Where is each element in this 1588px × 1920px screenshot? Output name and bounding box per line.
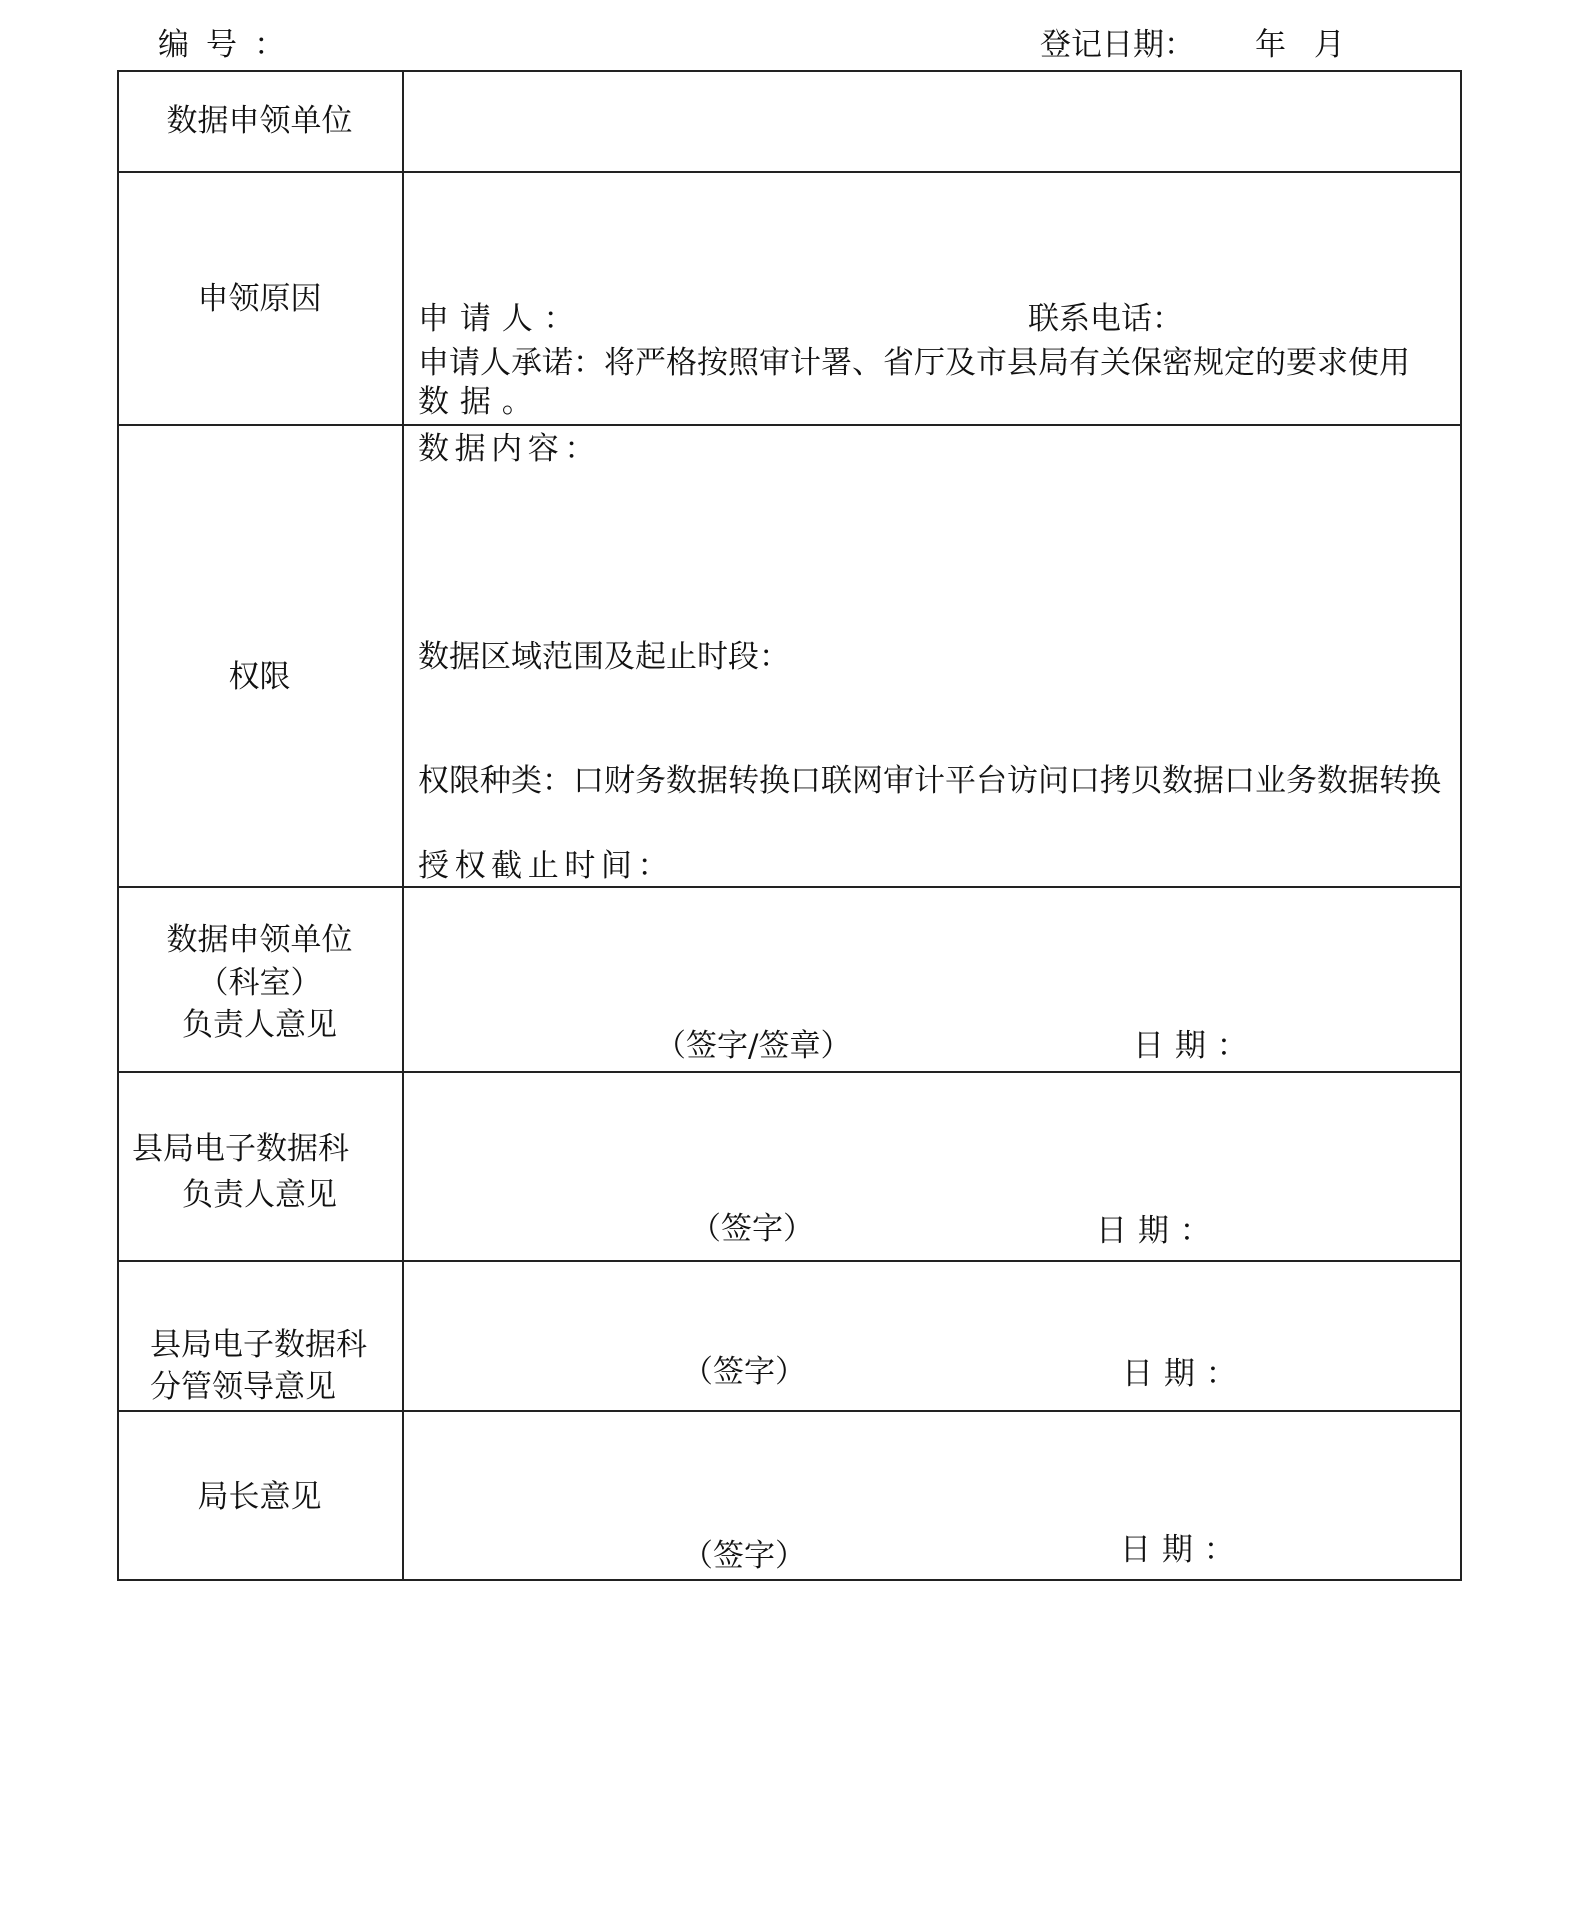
dept-head-sign-label: （签字） (690, 1211, 814, 1247)
row-divider-5 (117, 1260, 1462, 1262)
row-divider-3 (117, 886, 1462, 888)
pledge-text-line1: 申请人承诺：将严格按照审计署、省厅及市县局有关保密规定的要求使用 (418, 345, 1410, 381)
registration-date-label: 登记日期： (1040, 27, 1195, 63)
option-financial-data-conversion[interactable]: 口财务数据转换 (573, 763, 790, 799)
director-sign-label: （签字） (682, 1538, 806, 1574)
dept-head-label-line1: 县局电子数据科 (132, 1131, 349, 1167)
dept-leader-date-label: 日期： (1122, 1356, 1248, 1392)
row-divider-2 (117, 424, 1462, 426)
unit-label: 数据申领单位 (166, 103, 353, 139)
unit-head-label-line2: （科室） (197, 965, 322, 1001)
unit-head-label-line3: 负责人意见 (182, 1007, 337, 1043)
dept-leader-sign-label: （签字） (682, 1354, 806, 1390)
unit-head-sign-label: （签字/签章） (655, 1028, 852, 1064)
option-network-audit-platform-access[interactable]: 口联网审计平台访问 (790, 763, 1069, 799)
permission-type-row (418, 762, 1441, 800)
dept-head-label-line2: 负责人意见 (182, 1177, 337, 1213)
data-content-label: 数据内容： (418, 431, 601, 467)
column-divider (402, 70, 404, 1581)
unit-head-date-label: 日期： (1133, 1028, 1259, 1064)
data-range-label: 数据区域范围及起止时段： (418, 639, 790, 675)
pledge-text-line2: 数据。 (418, 384, 544, 420)
unit-head-label-line1: 数据申领单位 (166, 922, 353, 958)
option-business-data-conversion[interactable]: 口业务数据转换 (1224, 763, 1441, 799)
row-divider-1 (117, 171, 1462, 173)
reason-label: 申领原因 (197, 281, 322, 317)
dept-leader-label-line2: 分管领导意见 (150, 1369, 336, 1405)
director-date-label: 日期： (1120, 1532, 1246, 1568)
option-copy-data[interactable]: 口拷贝数据 (1069, 763, 1224, 799)
dept-head-date-label: 日期： (1096, 1213, 1222, 1249)
permission-type-label: 权限种类： (418, 763, 573, 799)
applicant-label: 申请人： (418, 301, 586, 337)
director-label: 局长意见 (197, 1479, 322, 1515)
phone-label: 联系电话： (1028, 301, 1183, 337)
authorization-deadline-label: 授权截止时间： (418, 848, 675, 884)
permission-label: 权限 (228, 659, 291, 695)
dept-leader-label-line1: 县局电子数据科 (150, 1327, 367, 1363)
serial-number-label: 编号： (158, 27, 303, 63)
row-divider-4 (117, 1071, 1462, 1073)
year-month-label: 年月 (1255, 27, 1373, 63)
row-divider-6 (117, 1410, 1462, 1412)
